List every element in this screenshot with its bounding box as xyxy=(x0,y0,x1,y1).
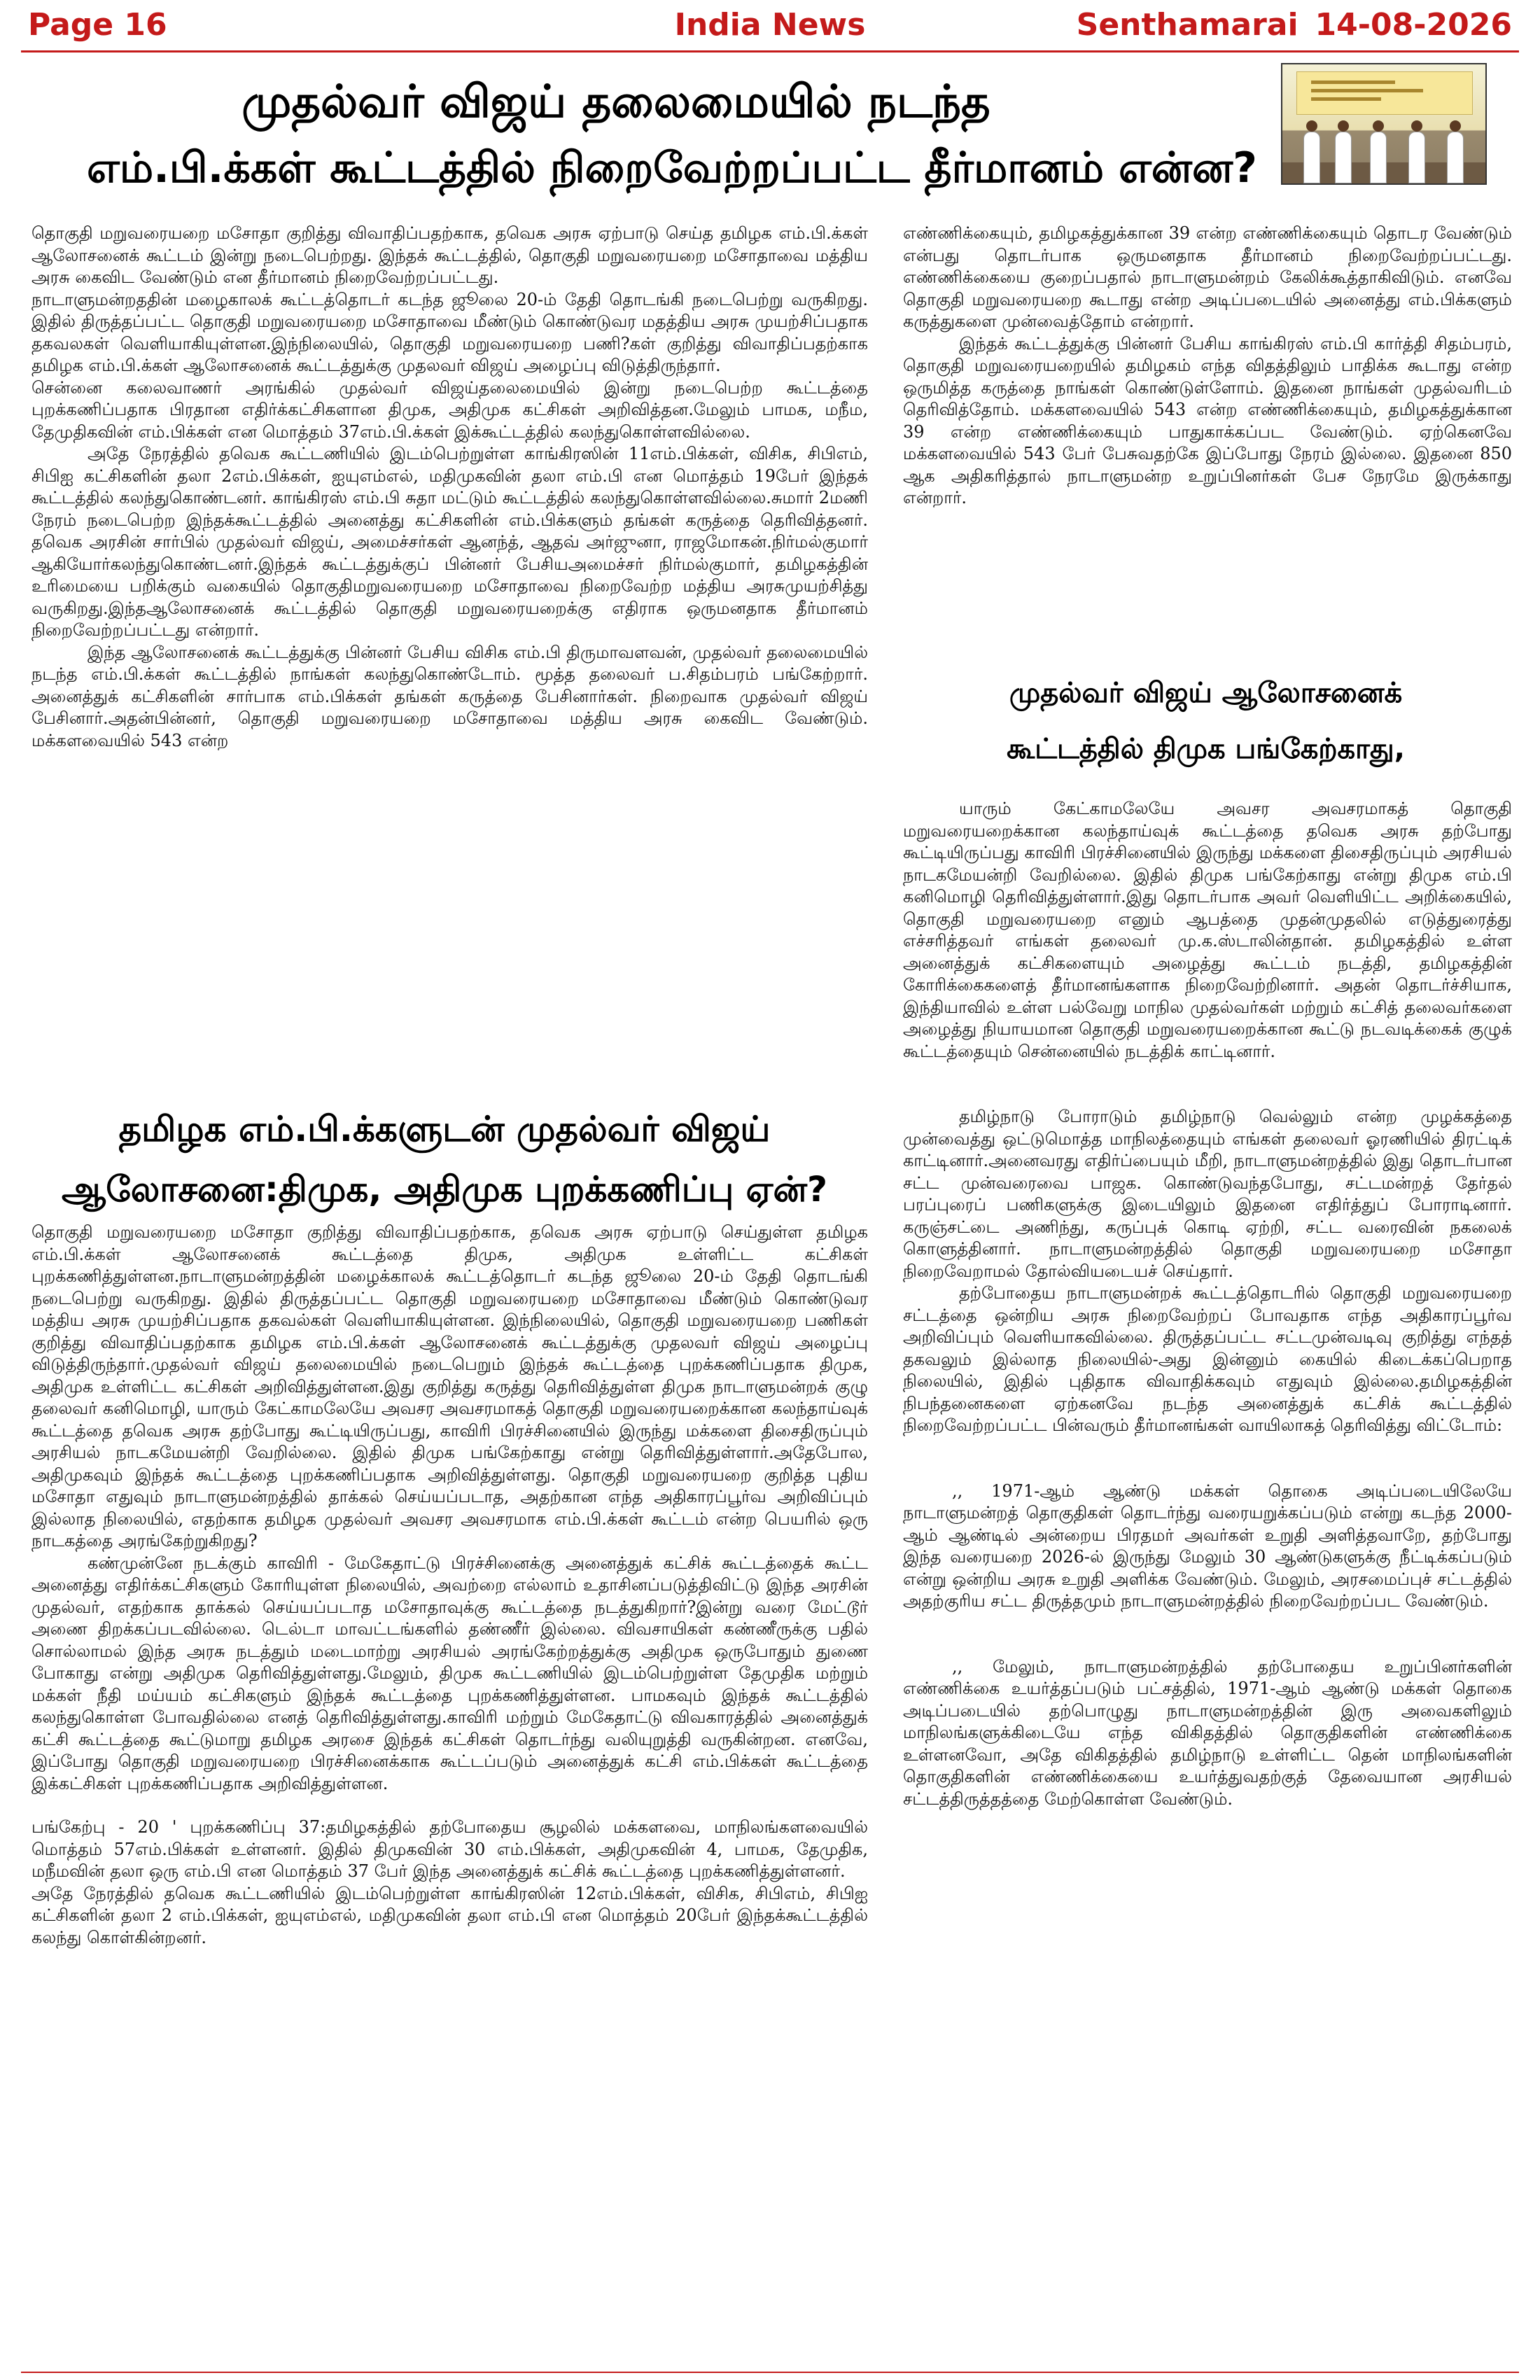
brand-name: Senthamarai xyxy=(1076,7,1298,43)
subheadline-right-line2: கூட்டத்தில் திமுக பங்கேற்காது, xyxy=(1007,733,1405,765)
paragraph: கண்முன்னே நடக்கும் காவிரி - மேகேதாட்டு பிரச்சினைக்கு அனைத்துக் கட்சிக் கூட்டத்தைக் கூட்ட அனைத்து எதிர்க்கட்சிகளும் கோரியுள்ள நிலையில், அவற்றை எல்லாம் உதாசினப்படுத்திவிட்டு இந்த அரசின் முதல்வர், எதற்காக தாக்கல் செய்யப்படாத மசோதாவுக்கு கூட்டத்தை நடத்துகிறார்?இன்று வரை மேட்டூர் அணை திறக்கப்படவில்லை. டெல்டா மாவட்டங்களில் தண்ணீர் இல்லை. விவசாயிகள் கண்ணீருக்கு பதில் சொல்லாமல் இந்த அரசு நடத்தும் மடைமாற்று அரசியல் அரங்கேற்றத்துக்கு அதிமுக ஒருபோதும் துணை போகாது என்று அதிமுக தெரிவித்துள்ளது.மேலும், திமுக கூட்டணியில் இடம்பெற்றுள்ள தேமுதிக மற்றும் மக்கள் நீதி மய்யம் கட்சிகளும் இந்தக் கூட்டத்தை புறக்கணித்துள்ளன. பாமகவும் இந்தக் கூட்டத்தில் கலந்துகொள்ள போவதில்லை எனத் தெரிவித்துள்ளது.காவிரி மற்றும் மேகேதாட்டு விவகாரத்தில் அனைத்துக் கட்சி கூட்டத்தை கூட்டுமாறு தமிழக அரசை இந்தக் கட்சிகள் தொடர்ந்து வலியுறுத்தி வருகின்றன. எனவே, இப்போது தொகுதி மறுவரையறை பிரச்சினைக்காக கூட்டப்படும் அனைத்துக் கட்சி எம்.பிக்கள் கூட்டத்தை இக்கட்சிகள் புறக்கணிப்பதாக அறிவித்துள்ளன. xyxy=(31,1553,868,1793)
paragraph: அதே நேரத்தில் தவெக கூட்டணியில் இடம்பெற்றுள்ள காங்கிரஸின் 11எம்.பிக்கள், விசிக, சிபிஎம், சிபிஐ கட்சிகளின் தலா 2எம்.பிக்கள், ஐயுஎம்எல், மதிமுகவின் தலா எம்.பி என மொத்தம் 19பேர் இந்தக் கூட்டத்தில் கலந்துகொண்டனர். காங்கிரஸ் எம்.பி சுதா மட்டும் கூட்டத்தில் கலந்துகொள்ளவில்லை.சுமார் 2மணி நேரம் நடைபெற்ற இந்தக்கூட்டத்தில் அனைத்து கட்சிகளின் எம்.பிக்களும் தங்கள் கருத்தை தெரிவித்தனர். தவெக அரசின் சார்பில் முதல்வர் விஜய், அமைச்சர்கள் ஆனந்த், ஆதவ் அர்ஜுனா, ராஜமோகன்.நிர்மல்குமார் ஆகியோர்கலந்துகொண்டனர்.இந்தக் கூட்டத்துக்குப் பின்னர் பேசியஅமைச்சர் நிர்மல்குமார், தமிழகத்தின் உரிமையை பறிக்கும் வகையில் தொகுதிமறுவரையறை மசோதாவை நிறைவேற்ற மத்திய அரசுமுயற்சித்து வருகிறது.இந்தஆலோசனைக் கூட்டத்தில் தொகுதி மறுவரையறைக்கு எதிராக ஒருமனதாக தீர்மானம் நிறைவேற்றப்பட்டது என்றார். xyxy=(31,444,868,640)
paragraph: எண்ணிக்கையும், தமிழகத்துக்கான 39 என்ற எண்ணிக்கையும் தொடர வேண்டும் என்பது தொடர்பாக ஒருமனதாக தீர்மானம் நிறைவேற்றப்பட்டது. எண்ணிக்கையை குறைப்பதால் நாடாளுமன்றம் கேலிக்கூத்தாகிவிடும். எனவே தொகுதி மறுவரையறை கூடாது என்ற அடிப்படையில் அனைத்து எம்.பிக்களும் கருத்துகளை முன்வைத்தோம் என்றார். xyxy=(903,223,1512,331)
issue-date: 14-08-2026 xyxy=(1315,7,1512,43)
subheadline-right-line1: முதல்வர் விஜய் ஆலோசனைக் xyxy=(1009,677,1403,709)
bottom-rule xyxy=(21,2372,1519,2373)
paragraph: சென்னை கலைவாணர் அரங்கில் முதல்வர் விஜய்தலைமையில் இன்று நடைபெற்ற கூட்டத்தை புறக்கணிப்பதாக பிரதான எதிர்க்கட்சிகளான திமுக, அதிமுக கட்சிகள் அறிவித்தன.மேலும் பாமக, மநீம, தேமுதிகவின் எம்.பிக்கள் என மொத்தம் 37எம்.பி.க்கள் இக்கூட்டத்தில் கலந்துகொள்ளவில்லை. xyxy=(31,377,868,442)
right-column-top xyxy=(903,223,1512,510)
page-number: Page 16 xyxy=(28,7,167,43)
paragraph: அதே நேரத்தில் தவெக கூட்டணியில் இடம்பெற்றுள்ள காங்கிரஸின் 12எம்.பிக்கள், விசிக, சிபிஎம், சிபிஐ கட்சிகளின் தலா 2 எம்.பிக்கள், ஐயுஎம்எல், மதிமுகவின் தலா எம்.பி என மொத்தம் 20பேர் இந்தக்கூட்டத்தில் கலந்து கொள்கின்றனர். xyxy=(31,1883,869,1947)
paragraph: தொகுதி மறுவரையறை மசோதா குறித்து விவாதிப்பதற்காக, தவெக அரசு ஏற்பாடு செய்த தமிழக எம்.பி.க்கள் ஆலோசனைக் கூட்டம் இன்று நடைபெற்றது. இந்தக் கூட்டத்தில், தொகுதி மறுவரையறை மசோதாவை மத்திய அரசு கைவிட வேண்டும் என தீர்மானம் நிறைவேற்றப்பட்டது. xyxy=(31,223,868,287)
meeting-photo xyxy=(1281,63,1487,185)
paragraph: இந்தக் கூட்டத்துக்கு பின்னர் பேசிய காங்கிரஸ் எம்.பி கார்த்தி சிதம்பரம், தொகுதி மறுவரையறையில் தமிழகம் எந்த விதத்திலும் பாதிக்க கூடாது என்ற ஒருமித்த கருத்தை நாங்கள் கொண்டுள்ளோம். இதனை நாங்கள் முதல்வரிடம் தெரிவித்தோம். மக்களவையில் 543 என்ற எண்ணிக்கையும், தமிழகத்துக்கான 39 என்ற எண்ணிக்கையும் பாதுகாக்கப்பட வேண்டும். ஏற்கெனவே மக்களவையில் 543 பேர் பேசுவதற்கே இப்போது நேரம் இல்லை. இதனை 850 ஆக அதிகரித்தால் நாடாளுமன்ற உறுப்பினர்கள் பேச நேரமே இருக்காது என்றார். xyxy=(903,333,1512,507)
left-column-top xyxy=(31,223,868,752)
paragraph: ,, 1971-ஆம் ஆண்டு மக்கள் தொகை அடிப்படையிலேயே நாடாளுமன்றத் தொகுதிகள் தொடர்ந்து வரையறுக்கப்படும் என்று கடந்த 2000-ஆம் ஆண்டில் அன்றைய பிரதமர் அவர்கள் உறுதி அளித்தவாறே, தற்போது இந்த வரையறை 2026-ல் இருந்து மேலும் 30 ஆண்டுகளுக்கு நீட்டிக்கப்படும் என்று ஒன்றிய அரசு உறுதி அளிக்க வேண்டும். மேலும், அரசமைப்புச் சட்டத்தில் அதற்குரிய சட்ட திருத்தமும் நாடாளுமன்றத்தில் நிறைவேற்றப்பட வேண்டும். xyxy=(903,1480,1512,1611)
page-header xyxy=(21,4,1519,52)
paragraph: தொகுதி மறுவரையறை மசோதா குறித்து விவாதிப்பதற்காக, தவெக அரசு ஏற்பாடு செய்துள்ள தமிழக எம்.பி.க்கள் ஆலோசனைக் கூட்டத்தை திமுக, அதிமுக உள்ளிட்ட கட்சிகள் புறக்கணித்துள்ளன.நாடாளுமன்றத்தின் மழைக்காலக் கூட்டத்தொடர் கடந்த ஜூலை 20-ம் தேதி தொடங்கி நடைபெற்று வருகிறது. இதில் திருத்தப்பட்ட தொகுதி மறுவரையறை மசோதாவை மீண்டும் கொண்டுவர மத்திய அரசு முயற்சிப்பதாக தகவல்கள் வெளியாகியுள்ளன. இந்நிலையில், தொகுதி மறுவரையறை பணிகள் குறித்து விவாதிப்பதற்காக தமிழக எம்.பி.க்கள் ஆலோசனைக் கூட்டத்துக்கு முதலவர் விஜய் அழைப்பு விடுத்திருந்தார்.முதல்வர் விஜய் தலைமையில் நடைபெறும் இந்தக் கூட்டத்தை புறக்கணிப்பதாக திமுக, அதிமுக உள்ளிட்ட கட்சிகள் அறிவித்துள்ளன.இது குறித்து கருத்து தெரிவித்துள்ள திமுக நாடாளுமன்றக் குழு தலைவர் கனிமொழி, யாரும் கேட்காமலேயே அவசர அவசரமாகத் தொகுதி மறுவரையறைக்கான கலந்தாய்வுக் கூட்டத்தை தவெக அரசு தற்போது கூட்டியிருப்பது, காவிரி பிரச்சினையில் இருந்து மக்களை திசைதிருப்பும் அரசியல் நாடகமேயன்றி வேறில்லை. இதில் திமுக பங்கேற்காது என்று தெரிவித்துள்ளார்.அதேபோல, அதிமுகவும் இந்தக் கூட்டத்தை புறக்கணிப்பதாக அறிவித்துள்ளது. தொகுதி மறுவரையறை குறித்த புதிய மசோதா எதுவும் நாடாளுமன்றத்தில் தாக்கல் செய்யப்படாத, அதற்கான எந்த அதிகாரப்பூர்வ அறிவிப்பும் இல்லாத நிலையில், எதற்காக தமிழக முதல்வர் அவசர அவசரமாக எம்.பி.க்கள் கூட்டம் என்ற பெயரில் ஒரு நாடகத்தை அரங்கேற்றுகிறது? xyxy=(31,1222,868,1550)
left-column-bottom xyxy=(31,1222,868,1949)
subheadline-left-line2: ஆலோசனை:திமுக, அதிமுக புறக்கணிப்பு ஏன்? xyxy=(62,1169,827,1210)
main-headline-line2: எம்.பி.க்கள் கூட்டத்தில் நிறைவேற்றப்பட்ட தீர்மானம் என்ன? xyxy=(87,144,1257,192)
paragraph: யாரும் கேட்காமலேயே அவசர அவசரமாகத் தொகுதி மறுவரையறைக்கான கலந்தாய்வுக் கூட்டத்தை தவெக அரசு தற்போது கூட்டியிருப்பது காவிரி பிரச்சினையில் இருந்து மக்களை திசைதிருப்பும் அரசியல் நாடகமேயன்றி வேறில்லை. இதில் திமுக பங்கேற்காது என்று திமுக எம்.பி கனிமொழி தெரிவித்துள்ளார்.இது தொடர்பாக அவர் வெளியிட்ட அறிக்கையில், தொகுதி மறுவரையறை எனும் ஆபத்தை முதன்முதலில் எடுத்துரைத்து எச்சரித்தவர் எங்கள் தலைவர் மு.க.ஸ்டாலின்தான். தமிழகத்தில் உள்ள அனைத்துக் கட்சிகளையும் அழைத்து கூட்டம் நடத்தி, தமிழகத்தின் கோரிக்கைகளைத் தீர்மானங்களாக நிறைவேற்றினார். அதன் தொடர்ச்சியாக, இந்தியாவில் உள்ள பல்வேறு மாநில முதல்வர்கள் மற்றும் கட்சித் தலைவர்களை அழைத்து நியாயமான தொகுதி மறுவரையறைக்கான கூட்டு நடவடிக்கைக் குழுக் கூட்டத்தையும் சென்னையில் நடத்திக் காட்டினார். xyxy=(903,799,1512,1061)
paragraph: தமிழ்நாடு போராடும் தமிழ்நாடு வெல்லும் என்ற முழக்கத்தை முன்வைத்து ஒட்டுமொத்த மாநிலத்தையும் எங்கள் தலைவர் ஓரணியில் திரட்டிக் காட்டினார்.அனைவரது எதிர்ப்பையும் மீறி, நாடாளுமன்றத்தில் இது தொடர்பான சட்ட முன்வரைவை பாஜக. கொண்டுவந்தபோது, சட்டமன்றத் தேர்தல் பரப்புரைப் பணிகளுக்கு இடையிலும் இதனை எதிர்த்துப் போராடினார். கருஞ்சட்டை அணிந்து, கருப்புக் கொடி ஏற்றி, சட்ட வரைவின் நகலைக் கொளுத்தினார். நாடாளுமன்றத்தில் தொகுதி மறுவரையறை மசோதா நிறைவேறாமல் தோல்வியடையச் செய்தார். xyxy=(903,1107,1512,1281)
subheadline-left-line1: தமிழக எம்.பி.க்களுடன் முதல்வர் விஜய் xyxy=(118,1109,771,1149)
main-headline-line1: முதல்வர் விஜய் தலைமையில் நடந்த xyxy=(241,76,990,128)
section-name: India News xyxy=(674,7,866,43)
paragraph: ,, மேலும், நாடாளுமன்றத்தில் தற்போதைய உறுப்பினர்களின் எண்ணிக்கை உயர்த்தப்படும் பட்சத்தில், 1971-ஆம் ஆண்டு மக்கள் தொகை அடிப்படையில் தற்பொழுது நாடாளுமன்றத்தின் இரு அவைகளிலும் மாநிலங்களுக்கிடையே எந்த விகிதத்தில் தொகுதிகளின் எண்ணிக்கை உள்ளனவோ, அதே விகிதத்தில் தமிழ்நாடு உள்ளிட்ட தென் மாநிலங்களின் தொகுதிகளின் எண்ணிக்கையை உயர்த்துவதற்குத் தேவையான அரசியல் சட்டத்திருத்தத்தை மேற்கொள்ள வேண்டும். xyxy=(903,1656,1512,1809)
right-column-bottom xyxy=(903,798,1512,1810)
paragraph: தற்போதைய நாடாளுமன்றக் கூட்டத்தொடரில் தொகுதி மறுவரையறை சட்டத்தை ஒன்றிய அரசு நிறைவேற்றப் போவதாக எந்த அதிகாரப்பூர்வ அறிவிப்பும் வெளியாகவில்லை. திருத்தப்பட்ட சட்டமுன்வடிவு குறித்து எந்தத் தகவலும் இல்லாத நிலையில்-அது இன்னும் கையில் கிடைக்கப்பெறாத நிலையில், இதில் புதிதாக விவாதிக்கவும் எதுவும் இல்லை.தமிழகத்தின் நிபந்தனைகளை ஏற்கனவே நடந்த அனைத்துக் கட்சிக் கூட்டத்தில் நிறைவேற்றப்பட்ட பின்வரும் தீர்மானங்கள் வாயிலாகத் தெரிவித்து விட்டோம்: xyxy=(903,1283,1513,1435)
paragraph: இந்த ஆலோசனைக் கூட்டத்துக்கு பின்னர் பேசிய விசிக எம்.பி திருமாவளவன், முதல்வர் தலைமையில் நடந்த எம்.பி.க்கள் கூட்டத்தில் நாங்கள் கலந்துகொண்டோம். மூத்த தலைவர் ப.சிதம்பரம் பங்கேற்றார். அனைத்துக் கட்சிகளின் சார்பாக எம்.பிக்கள் தங்கள் கருத்தை பேசினார்கள். நிறைவாக முதல்வர் விஜய் பேசினார்.அதன்பின்னர், தொகுதி மறுவரையறை மசோதாவை மத்திய அரசு கைவிட வேண்டும். மக்களவையில் 543 என்ற xyxy=(31,642,868,750)
subheadline-right xyxy=(892,665,1519,777)
paragraph: நாடாளுமன்றததின் மழைகாலக் கூட்டத்தொடர் கடந்த ஜூலை 20-ம் தேதி தொடங்கி நடைபெற்று வருகிறது. இதில் திருத்தப்பட்ட தொகுதி மறுவரையறை மசோதாவை மீண்டும் கொண்டுவர மதத்திய அரசு முயற்சிப்பதாக தகவலகள் வெளியாகியுள்ளன.இந்நிலையில், தொகுதி மறுவரையறை பணி?கள் குறித்து விவாதிப்பதற்காக தமிழக எம்.பி.க்கள் ஆலோசனைக் கூட்டத்துக்கு முதலவர் விஜய் அழைப்பு விடுத்திருந்தார். xyxy=(31,289,868,375)
photo-banner xyxy=(1296,71,1473,115)
masthead-right xyxy=(1060,7,1512,43)
subheadline-left xyxy=(21,1099,868,1219)
paragraph: பங்கேற்பு - 20 ' புறக்கணிப்பு 37:தமிழகத்தில் தற்போதைய சூழலில் மக்களவை, மாநிலங்களவையில் மொத்தம் 57எம்.பிக்கள் உள்ளனர். இதில் திமுகவின் 30 எம்.பிக்கள், அதிமுகவின் 4, பாமக, தேமுதிக, மநீமவின் தலா ஒரு எம்.பி என மொத்தம் 37 பேர் இந்த அனைத்துக் கட்சிக் கூட்டத்தை புறக்கணித்துள்ளனர். xyxy=(31,1817,868,1881)
